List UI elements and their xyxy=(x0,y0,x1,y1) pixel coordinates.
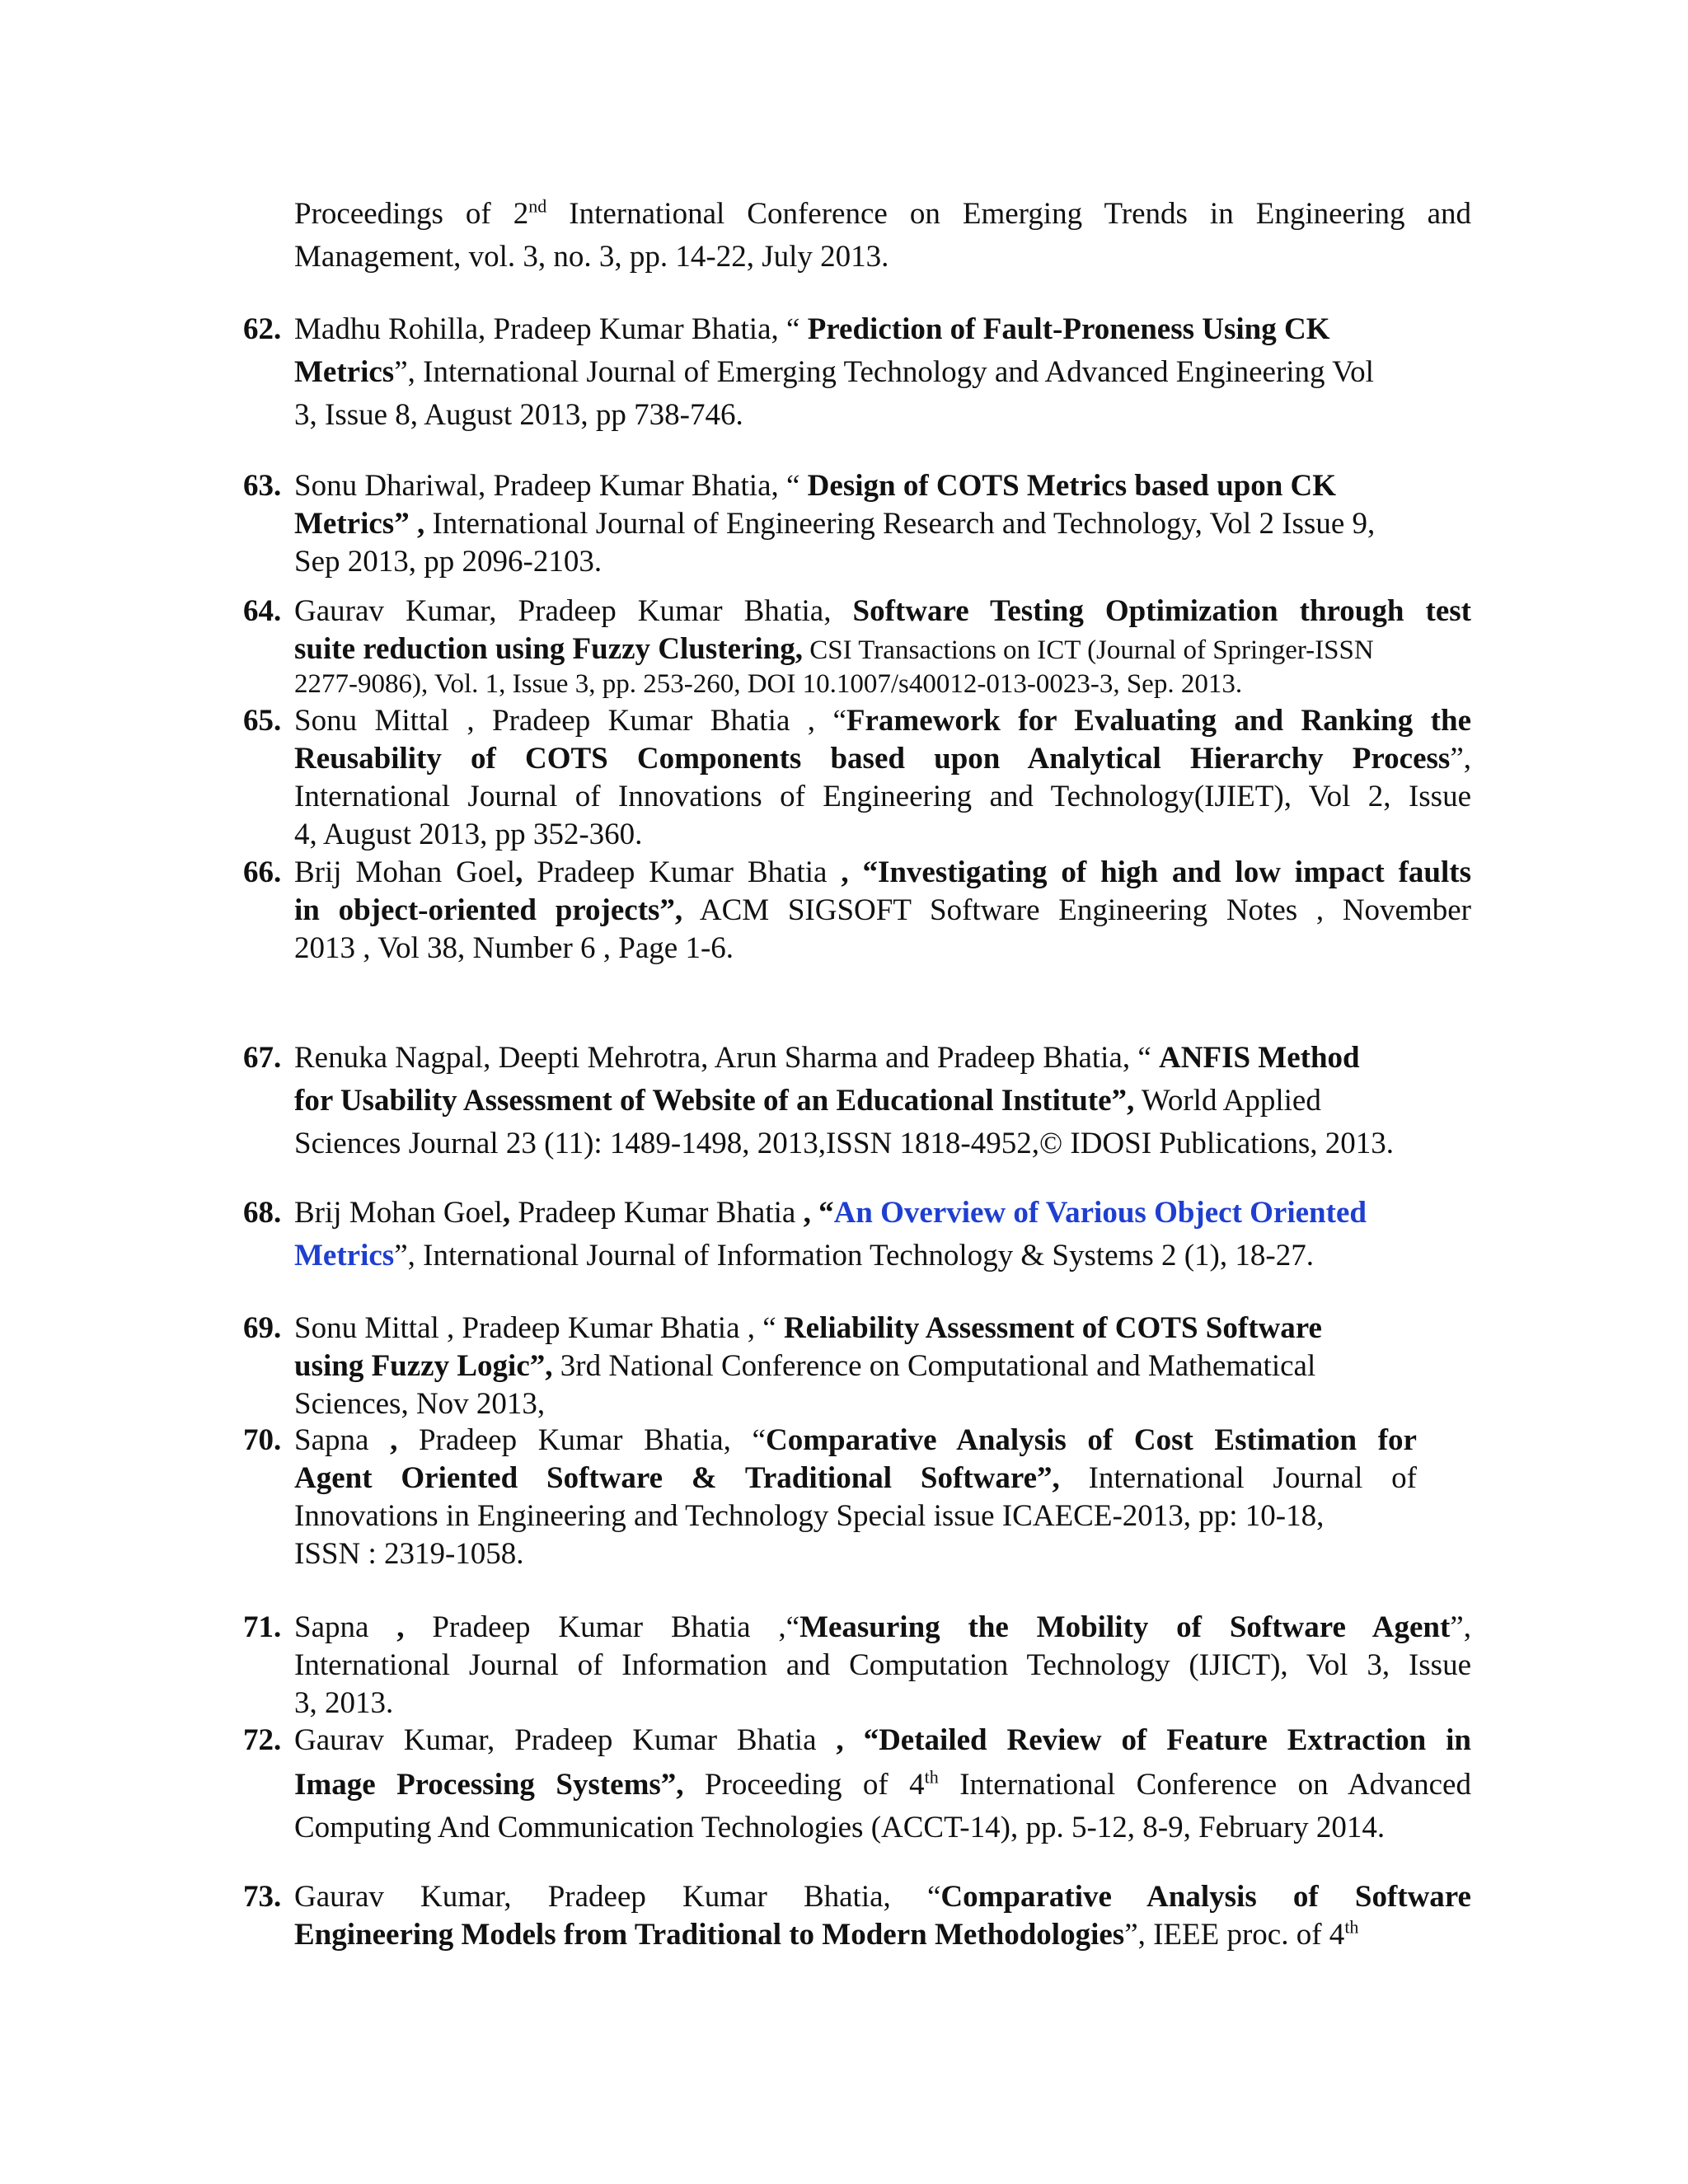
separator: , “ xyxy=(803,1196,834,1230)
text: International Conference on Emerging Trends in Engineering and xyxy=(546,197,1471,231)
entry-line xyxy=(294,468,1336,504)
entry-line xyxy=(294,1348,1315,1384)
entry-number: 73. xyxy=(243,1880,282,1914)
authors: Gaurav Kumar, Pradeep Kumar Bhatia, “ xyxy=(294,1880,941,1914)
venue: CSI Transactions on ICT (Journal of Springer-ISSN xyxy=(803,635,1374,665)
authors: Gaurav Kumar, Pradeep Kumar Bhatia xyxy=(294,1723,837,1757)
authors: Madhu Rohilla, Pradeep Kumar Bhatia, “ xyxy=(294,312,808,346)
entry-number: 66. xyxy=(243,855,282,889)
authors: Pradeep Kumar Bhatia xyxy=(523,855,842,889)
paper-title: Comparative Analysis of Cost Estimation for xyxy=(765,1423,1417,1457)
authors: Pradeep Kumar Bhatia ,“ xyxy=(404,1610,800,1644)
paper-title-link[interactable]: An Overview of Various Object Oriented xyxy=(833,1196,1367,1230)
venue: ISSN : 2319-1058. xyxy=(294,1537,524,1571)
entry-line xyxy=(294,631,1374,667)
paper-title: , “Detailed Review of Feature Extraction in xyxy=(836,1723,1471,1757)
entry-line xyxy=(294,312,1329,347)
venue: ”, International Journal of Information Technology & Systems 2 (1), 18-27. xyxy=(394,1239,1314,1272)
paper-title: for Usability Assessment of Website of an Educational Institute”, xyxy=(294,1084,1135,1118)
entry-number: 71. xyxy=(243,1610,282,1644)
entry-line xyxy=(294,1536,524,1572)
separator: , xyxy=(390,1423,398,1457)
paper-title: Comparative Analysis of Software xyxy=(940,1880,1471,1914)
venue: Computing And Communication Technologies (ACCT-14), pp. 5-12, 8-9, February 2014. xyxy=(294,1811,1386,1844)
entry-line xyxy=(294,817,642,852)
entry-line xyxy=(294,1647,1471,1683)
venue: ACM SIGSOFT Software Engineering Notes , November xyxy=(682,893,1471,927)
paper-title: Measuring the Mobility of Software Agent xyxy=(799,1610,1451,1644)
entry-line xyxy=(294,1460,1417,1496)
entry-number: 62. xyxy=(243,312,282,346)
entry-61-line-1 xyxy=(294,196,1471,232)
entry-number: 70. xyxy=(243,1423,282,1457)
paper-title: in object-oriented projects”, xyxy=(294,893,683,927)
venue: Sep 2013, pp 2096-2103. xyxy=(294,545,603,579)
superscript: nd xyxy=(528,195,547,217)
paper-title: Framework for Evaluating and Ranking the xyxy=(846,704,1471,738)
paper-title: Metrics” , xyxy=(294,507,425,541)
entry-61-line-2 xyxy=(294,239,889,274)
authors: Sapna xyxy=(294,1423,391,1457)
paper-title: Software Testing Optimization through test xyxy=(852,594,1471,628)
authors: Brij Mohan Goel xyxy=(294,855,516,889)
entry-line xyxy=(294,1083,1321,1118)
entry-line xyxy=(294,1238,1314,1273)
venue: Sciences, Nov 2013, xyxy=(294,1387,546,1421)
venue: International Journal of Information and Computation Technology (IJICT), Vol 3, Issue xyxy=(294,1648,1471,1682)
separator: , xyxy=(515,855,523,889)
entry-line xyxy=(294,1722,1471,1758)
paper-title: Image Processing Systems”, xyxy=(294,1768,684,1802)
venue: 2277-9086), Vol. 1, Issue 3, pp. 253-260, DOI 10.1007/s40012-013-0023-3, Sep. 2013. xyxy=(294,669,1243,699)
venue: 3rd National Conference on Computational and Mathematical xyxy=(552,1349,1316,1383)
paper-title: using Fuzzy Logic”, xyxy=(294,1349,553,1383)
authors: Pradeep Kumar Bhatia, “ xyxy=(397,1423,766,1457)
entry-number: 69. xyxy=(243,1311,282,1345)
entry-line xyxy=(294,1386,545,1422)
venue: 3, 2013. xyxy=(294,1686,394,1720)
authors: Pradeep Kumar Bhatia xyxy=(510,1196,804,1230)
entry-line xyxy=(294,779,1471,814)
authors: Sonu Mittal , Pradeep Kumar Bhatia , “ xyxy=(294,704,846,738)
entry-line xyxy=(294,1195,1367,1230)
entry-line xyxy=(294,1879,1471,1915)
entry-line xyxy=(294,1422,1417,1458)
entry-line xyxy=(294,506,1375,541)
venue: 2013 , Vol 38, Number 6 , Page 1-6. xyxy=(294,931,734,965)
entry-line xyxy=(294,354,1374,390)
authors: Gaurav Kumar, Pradeep Kumar Bhatia, xyxy=(294,594,853,628)
venue: Innovations in Engineering and Technology Special issue ICAECE-2013, pp: 10-18, xyxy=(294,1499,1325,1533)
paper-title: Engineering Models from Traditional to Modern Methodologies xyxy=(294,1918,1125,1952)
venue: Proceeding of 4 xyxy=(683,1768,925,1802)
paper-title: suite reduction using Fuzzy Clustering, xyxy=(294,632,804,666)
separator: , xyxy=(502,1196,511,1230)
authors: Brij Mohan Goel xyxy=(294,1196,503,1230)
entry-number: 64. xyxy=(243,594,282,628)
venue: World Applied xyxy=(1134,1084,1321,1118)
entry-number: 68. xyxy=(243,1196,282,1230)
entry-line xyxy=(294,1040,1360,1076)
entry-line xyxy=(294,1767,1471,1802)
paper-title: Prediction of Fault-Proneness Using CK xyxy=(807,312,1330,346)
entry-line xyxy=(294,703,1471,738)
venue: 3, Issue 8, August 2013, pp 738-746. xyxy=(294,398,743,432)
entry-line xyxy=(294,1310,1322,1346)
entry-line xyxy=(294,1917,1358,1952)
authors: Sonu Mittal , Pradeep Kumar Bhatia , “ xyxy=(294,1311,784,1345)
venue: International Journal of xyxy=(1059,1461,1417,1495)
superscript: th xyxy=(1344,1916,1359,1938)
separator: , xyxy=(396,1610,405,1644)
entry-line xyxy=(294,1685,393,1721)
venue: International Conference on Advanced xyxy=(938,1768,1471,1802)
entry-line xyxy=(294,855,1471,890)
venue: Sciences Journal 23 (11): 1489-1498, 2013,ISSN 1818-4952,© IDOSI Publications, 2013. xyxy=(294,1127,1394,1160)
entry-number: 63. xyxy=(243,469,282,503)
entry-line xyxy=(294,1498,1324,1534)
entry-line xyxy=(294,1610,1471,1645)
venue: International Journal of Innovations of Engineering and Technology(IJIET), Vol 2, Issue xyxy=(294,780,1471,813)
paper-title: ANFIS Method xyxy=(1159,1041,1360,1075)
authors: Renuka Nagpal, Deepti Mehrotra, Arun Sharma and Pradeep Bhatia, “ xyxy=(294,1041,1160,1075)
authors: Sonu Dhariwal, Pradeep Kumar Bhatia, “ xyxy=(294,469,808,503)
paper-title: Reliability Assessment of COTS Software xyxy=(783,1311,1322,1345)
paper-title: Metrics xyxy=(294,355,395,389)
punctuation: ”, xyxy=(1450,1610,1471,1644)
paper-title: Agent Oriented Software & Traditional Software”, xyxy=(294,1461,1060,1495)
paper-title-link[interactable]: Metrics xyxy=(294,1239,395,1272)
text: Proceedings of 2 xyxy=(294,197,529,231)
paper-title: Design of COTS Metrics based upon CK xyxy=(807,469,1337,503)
entry-number: 65. xyxy=(243,704,282,738)
entry-line xyxy=(294,930,734,966)
paper-title: , “Investigating of high and low impact faults xyxy=(841,855,1471,889)
entry-line xyxy=(294,593,1471,629)
venue: 4, August 2013, pp 352-360. xyxy=(294,818,643,851)
venue: International Journal of Engineering Research and Technology, Vol 2 Issue 9, xyxy=(424,507,1376,541)
entry-line xyxy=(294,397,743,433)
venue: ”, xyxy=(1450,742,1471,776)
entry-line xyxy=(294,544,602,579)
entry-line xyxy=(294,1126,1394,1161)
entry-line xyxy=(294,1810,1385,1845)
entry-line xyxy=(294,741,1471,776)
entry-number: 67. xyxy=(243,1041,282,1075)
paper-title: Reusability of COTS Components based upon Analytical Hierarchy Process xyxy=(294,742,1451,776)
venue: ”, International Journal of Emerging Technology and Advanced Engineering Vol xyxy=(394,355,1374,389)
text: Management, vol. 3, no. 3, pp. 14-22, July 2013. xyxy=(294,240,889,274)
authors: Sapna xyxy=(294,1610,397,1644)
entry-line xyxy=(294,893,1471,928)
entry-line xyxy=(294,669,1242,700)
venue: ”, IEEE proc. of 4 xyxy=(1124,1918,1345,1952)
superscript: th xyxy=(924,1766,939,1788)
entry-number: 72. xyxy=(243,1723,282,1757)
